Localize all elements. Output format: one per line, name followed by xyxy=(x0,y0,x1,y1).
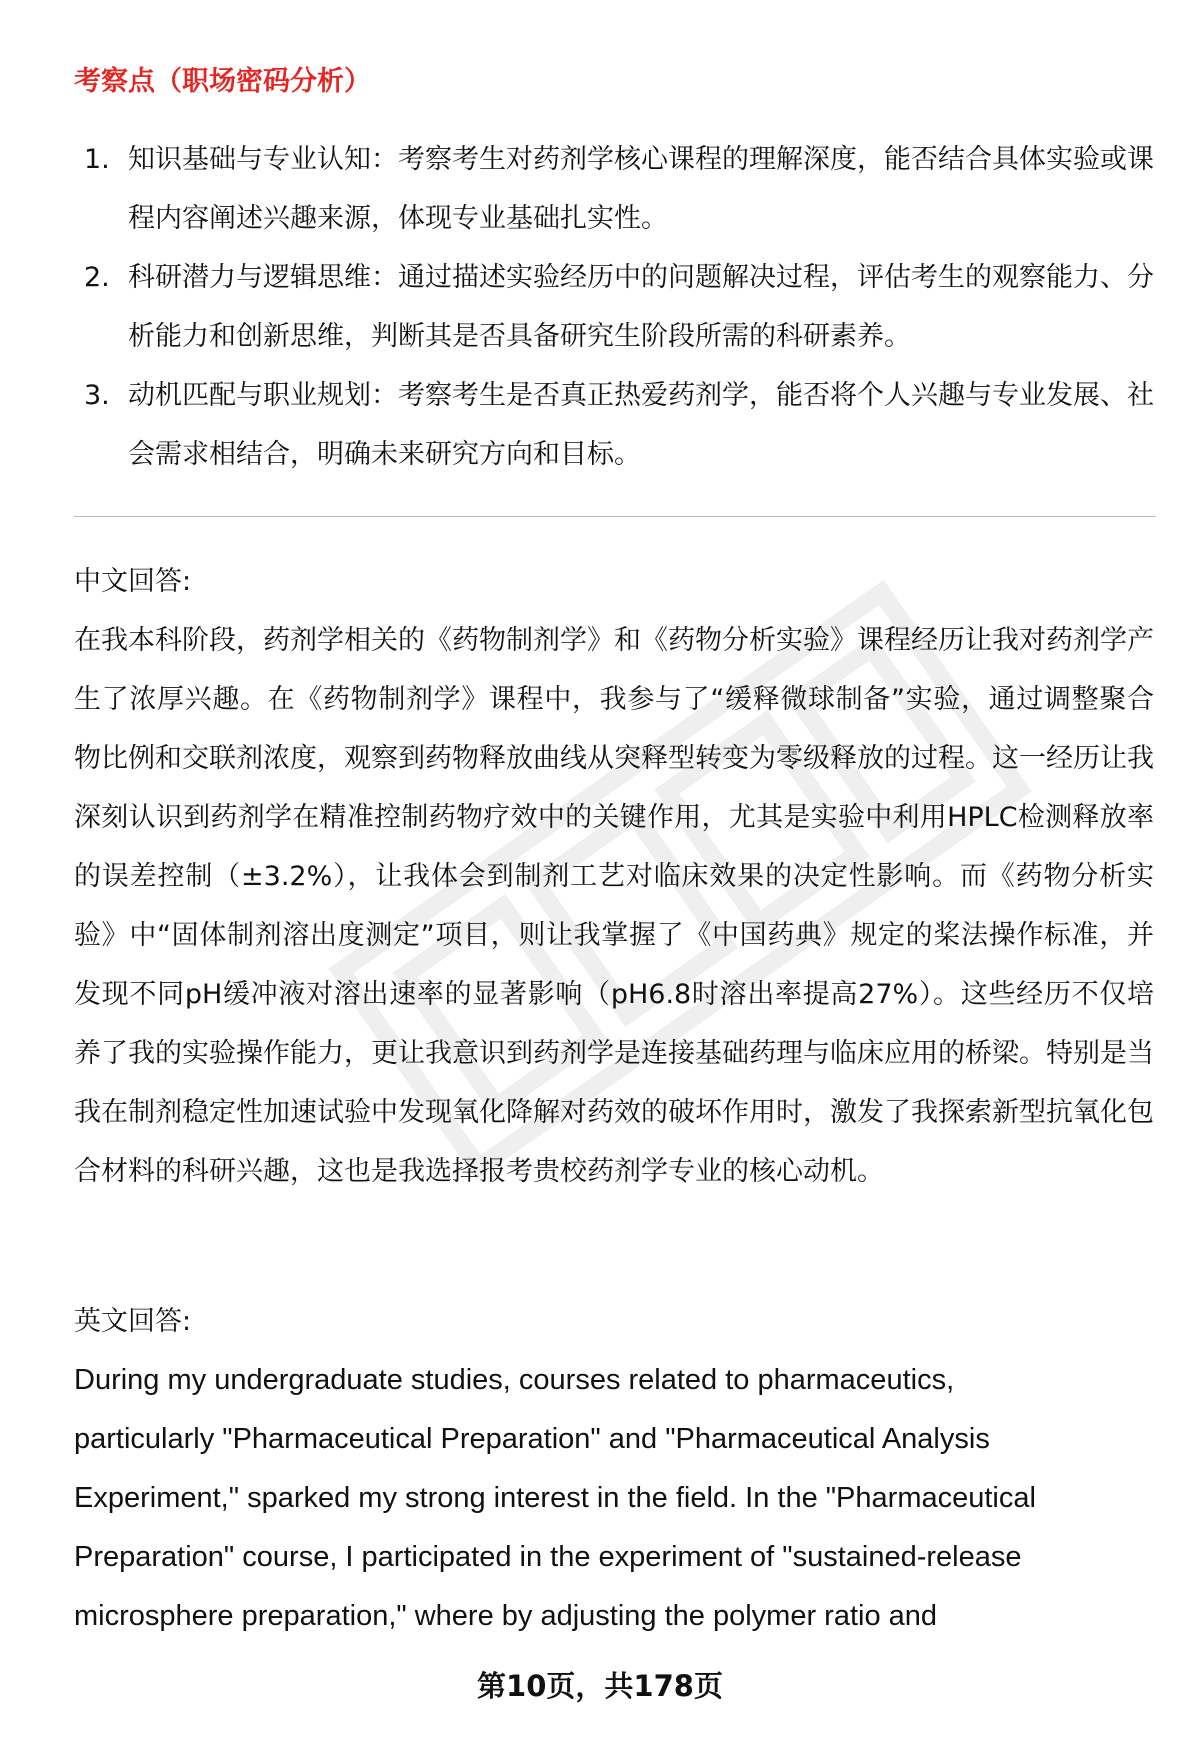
list-item-text: 科研潜力与逻辑思维：通过描述实验经历中的问题解决过程，评估考生的观察能力、分析能力和创新思维，判断其是否具备研究生阶段所需的科研素养。 xyxy=(128,262,1154,352)
english-answer-line: During my undergraduate studies, courses related to pharmaceutics, xyxy=(74,1364,955,1396)
english-answer-label: 英文回答: xyxy=(74,1306,192,1337)
section-divider xyxy=(74,516,1156,517)
list-item-text: 动机匹配与职业规划：考察考生是否真正热爱药剂学，能否将个人兴趣与专业发展、社会需求相结合，明确未来研究方向和目标。 xyxy=(128,380,1154,470)
english-answer-line: microsphere preparation," where by adjusting the polymer ratio and xyxy=(74,1600,938,1632)
english-answer-section xyxy=(74,1292,1154,1646)
list-item-text: 知识基础与专业认知：考察考生对药剂学核心课程的理解深度，能否结合具体实验或课程内容阐述兴趣来源，体现专业基础扎实性。 xyxy=(128,144,1154,234)
english-answer-line: Experiment," sparked my strong interest in the field. In the "Pharmaceutical xyxy=(74,1482,1036,1514)
list-item-number: 2. xyxy=(84,262,110,293)
chinese-answer-text: 在我本科阶段，药剂学相关的《药物制剂学》和《药物分析实验》课程经历让我对药剂学产生了浓厚兴趣。在《药物制剂学》课程中，我参与了“缓释微球制备”实验，通过调整聚合物比例和交联剂浓度，观察到药物释放曲线从突释型转变为零级释放的过程。这一经历让我深刻认识到药剂学在精准控制药物疗效中的关键作用，尤其是实验中利用HPLC检测释放率的误差控制（±3.2%），让我体会到制剂工艺对临床效果的决定性影响。而《药物分析实验》中“固体制剂溶出度测定”项目，则让我掌握了《中国药典》规定的桨法操作标准，并发现不同pH缓冲液对溶出速率的显著影响（pH6.8时溶出率提高27%）。这些经历不仅培养了我的实验操作能力，更让我意识到药剂学是连接基础药理与临床应用的桥梁。特别是当我在制剂稳定性加速试验中发现氧化降解对药效的破坏作用时，激发了我探索新型抗氧化包合材料的科研兴趣，这也是我选择报考贵校药剂学专业的核心动机。 xyxy=(74,625,1154,1187)
page-heading: 考察点（职场密码分析） xyxy=(74,66,371,97)
english-answer-text xyxy=(74,1351,1154,1646)
chinese-answer-section xyxy=(74,552,1154,1201)
page-number-footer: 第10页，共178页 xyxy=(477,1669,723,1703)
list-item xyxy=(74,130,1154,248)
chinese-answer-label: 中文回答: xyxy=(74,566,192,597)
list-item xyxy=(74,248,1154,366)
key-points-list xyxy=(74,130,1154,484)
list-item-number: 3. xyxy=(84,380,110,411)
english-answer-line: particularly "Pharmaceutical Preparation" and "Pharmaceutical Analysis xyxy=(74,1423,990,1455)
list-item-number: 1. xyxy=(84,144,110,175)
list-item xyxy=(74,366,1154,484)
english-answer-line: Preparation" course, I participated in the experiment of "sustained-release xyxy=(74,1541,1022,1573)
